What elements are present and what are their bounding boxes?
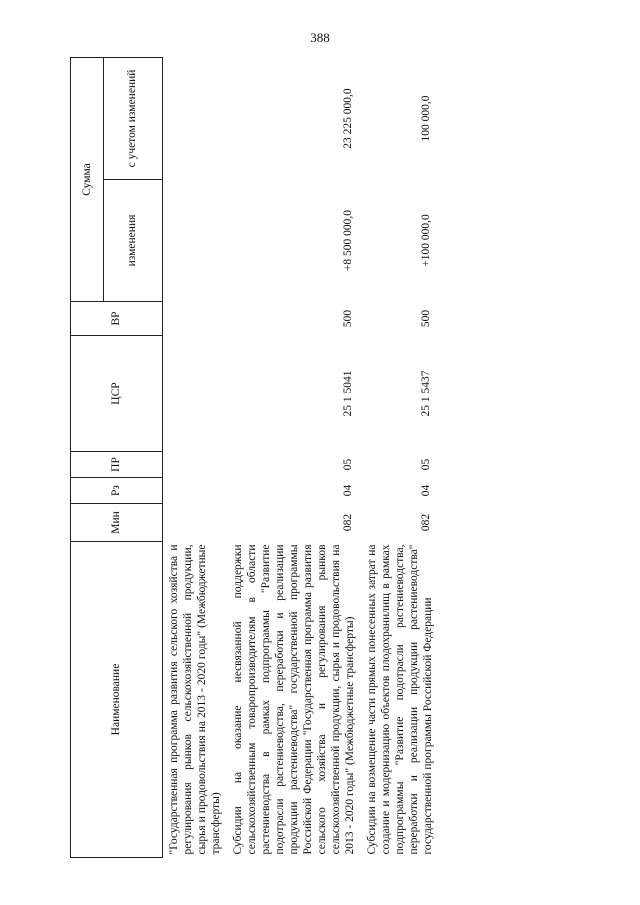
row-total: 23 225 000,0 (342, 88, 355, 149)
header-min: Мин (71, 504, 163, 542)
row-total (163, 57, 224, 179)
table-header (71, 57, 163, 857)
header-pr: ПР (71, 452, 163, 478)
rotated-table-container (70, 58, 600, 858)
row-csr: 25 1 5041 (342, 370, 355, 417)
header-sum: Сумма (71, 57, 104, 301)
row-rz: 04 (420, 484, 433, 497)
header-csr: ЦСР (71, 336, 163, 452)
row-vr (163, 302, 224, 336)
row-rz (163, 478, 224, 504)
row-pr: 05 (420, 458, 433, 471)
row-changes: +8 500 000,0 (342, 209, 355, 272)
row-pr (163, 452, 224, 478)
row-csr: 25 1 5437 (420, 370, 433, 417)
row-min: 082 (420, 513, 433, 532)
row-pr: 05 (342, 458, 355, 471)
page-number: 388 (310, 30, 330, 45)
budget-table (70, 57, 435, 858)
row-min (163, 504, 224, 542)
table-row (365, 57, 435, 857)
row-rz: 04 (342, 484, 355, 497)
row-name: "Государственная программа развития сельского хозяйства и регулирования рынков сельскохозяйственной продукции, сырья и продовольствия на 2013 - 2020 годы" (Межбюджетные трансферты) (168, 544, 223, 855)
header-changes: изменения (104, 180, 163, 302)
header-rz: Рз (71, 478, 163, 504)
table-row (163, 57, 224, 857)
row-name: Субсидии на оказание несвязанной поддержки сельскохозяйственным товаропроизводителям в области растениеводства в рамках подпрограммы "Развитие подотрасли растениеводства, переработки и реализации продукции растениеводства" государственной программы Российской Федерации "Государственная программа развития сельского хозяйства и регулирования рынков сельскохозяйственной продукции, сырья и продовольствия на 2013 - 2020 годы" (Межбюджетные трансферты) (232, 544, 357, 855)
row-changes (163, 180, 224, 302)
header-vr: ВР (71, 302, 163, 336)
table-body (163, 57, 436, 857)
row-csr (163, 336, 224, 452)
row-min: 082 (342, 513, 355, 532)
row-changes: +100 000,0 (420, 214, 433, 267)
row-vr: 500 (420, 309, 433, 328)
table-row (231, 57, 357, 857)
row-total: 100 000,0 (420, 95, 433, 142)
header-with-changes: с учетом изменений (104, 57, 163, 179)
header-name: Наименование (71, 542, 163, 858)
row-name: Субсидии на возмещение части прямых понесенных затрат на создание и модернизацию объектов плодохранилищ в рамках подпрограммы "Развитие подотрасли растениеводства, переработки и реализации продукции растениеводства" государственной программы Российской Федерации (366, 544, 435, 855)
row-vr: 500 (342, 309, 355, 328)
